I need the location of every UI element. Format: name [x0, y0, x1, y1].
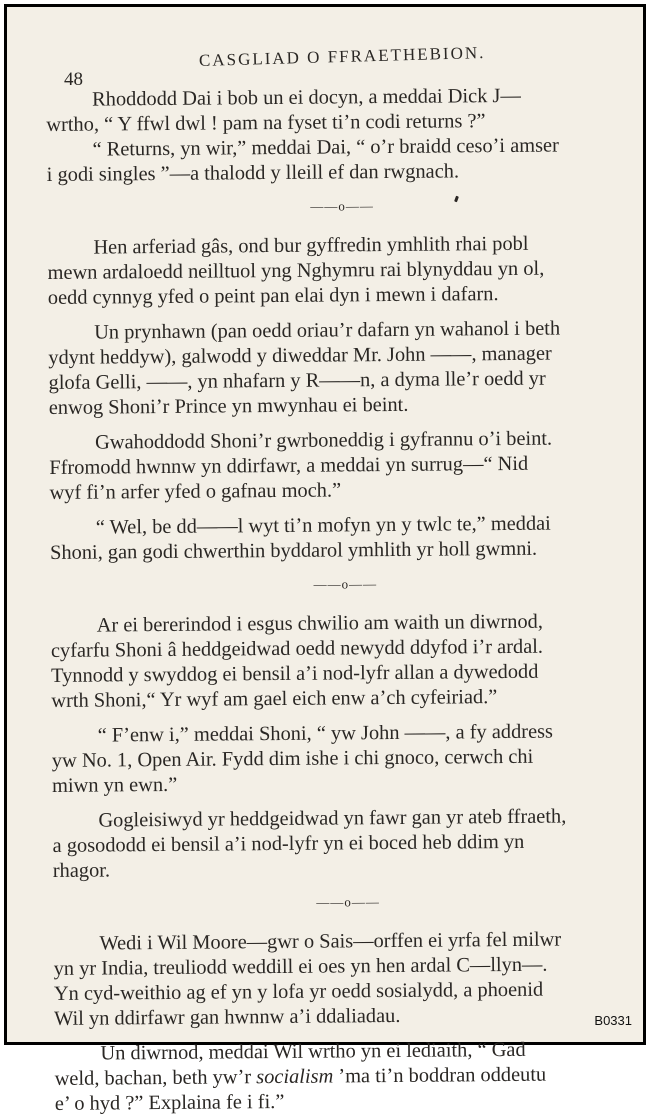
italic-term: socialism — [256, 1065, 334, 1089]
text-fragment: ’ma ti’n boddran oddeutu — [333, 1063, 547, 1088]
section-divider: ——o—— — [313, 576, 378, 592]
text-line: wrtho, “ Y ffwl dwl ! pam na fyset ti’n codi returns ?” — [46, 110, 486, 136]
text-line: Tynnodd y swyddog ei bensil a’i nod-lyfr allan a dywedodd — [51, 660, 539, 687]
text-line: i godi singles ”—a thalodd y lleill ef dan rwgnach. — [46, 160, 460, 186]
section-divider: ——o—— — [310, 198, 374, 214]
text-line: ydynt heddyw), galwodd y diweddar Mr. John ——, manager — [48, 342, 552, 369]
text-line: “ Wel, be dd——l wyt ti’n mofyn yn y twlc te,” meddai — [95, 512, 551, 539]
text-line: Un prynhawn (pan oedd oriau’r dafarn yn wahanol i beth — [94, 317, 561, 344]
text-line: wrth Shoni,“ Yr wyf am gael eich enw a’ch cyfeiriad.” — [51, 686, 498, 712]
text-line: e’ o hyd ?” Explaina fe i fi.” — [54, 1090, 285, 1115]
text-line: enwog Shoni’r Prince yn mwynhau ei beint. — [48, 393, 409, 419]
text-line: Wedi i Wil Moore—gwr o Sais—orffen ei yrfa fel milwr — [99, 928, 562, 955]
story-4 — [53, 927, 645, 1117]
page-text — [46, 83, 645, 1117]
text-line: miwn yn ewn.” — [51, 773, 178, 797]
text-line: Ffromodd hwnnw yn ddirfawr, a meddai yn surrug—“ Nid — [49, 452, 529, 479]
text-line: rhagor. — [52, 859, 111, 882]
text-line: cyfarfu Shoni â heddgeidwad oedd newydd ddyfod i’r ardal. — [50, 635, 544, 662]
text-fragment: weld, bachan, beth yw’r — [54, 1066, 257, 1090]
text-line: Shoni, gan godi chwerthin byddarol ymhlith yr holl gwmni. — [49, 537, 538, 564]
text-line: wyf fi’n arfer yfed o gafnau moch.” — [49, 479, 342, 504]
text-line: yw No. 1, Open Air. Fydd dim ishe i chi gnoco, cerwch chi — [51, 745, 534, 772]
page-number: 48 — [64, 69, 83, 90]
text-line: “ F’enw i,” meddai Shoni, “ yw John ——, a fy address — [97, 720, 554, 747]
text-line: glofa Gelli, ——, yn nhafarn y R——n, a dyma lle’r oedd yr — [48, 367, 546, 394]
text-line: “ Returns, yn wir,” meddai Dai, “ o’r braidd ceso’i amser — [92, 134, 559, 161]
story-1 — [46, 83, 637, 188]
text-line: Wil yn ddirfawr gan hwnnw a’i ddaliadau. — [54, 1004, 401, 1030]
text-line: Gogleisiwyd yr heddgeidwad yn fawr gan yr ateb ffraeth, — [98, 805, 567, 832]
text-line: Yn cyd-weithio ag ef yn y lofa yr oedd sosialydd, a phoenid — [53, 978, 544, 1005]
text-line: yn yr India, treuliodd weddill ei oes yn hen ardal C—llyn—. — [53, 953, 548, 980]
text-line: Gwahoddodd Shoni’r gwrboneddig i gyfrannu o’i beint. — [95, 427, 553, 454]
text-line: Hen arferiad gâs, ond bur gyffredin ymhlith rhai pobl — [93, 232, 529, 259]
running-head: CASGLIAD O FFRAETHEBION. — [198, 43, 486, 70]
story-3 — [51, 609, 643, 884]
text-line: oedd cynnyg yfed o peint pan elai dyn i mewn i dafarn. — [47, 283, 499, 309]
catalog-code: B0331 — [594, 1013, 632, 1028]
text-line: Rhoddodd Dai i bob un ei docyn, a meddai Dick J— — [92, 84, 521, 111]
text-line: a gosododd ei bensil a’i nod-lyfr yn ei boced heb ddim yn — [52, 830, 525, 857]
text-line: mewn ardaloedd neilltuol yng Nghymru rai blynyddau yn ol, — [47, 257, 545, 284]
text-line: Ar ei bererindod i esgus chwilio am waith un diwrnod, — [96, 610, 544, 637]
story-2 — [47, 231, 640, 566]
section-divider: ——o—— — [316, 894, 380, 910]
text-line: Un diwrnod, meddai Wil wrtho yn ei lediaith, “ Gad — [100, 1038, 526, 1065]
